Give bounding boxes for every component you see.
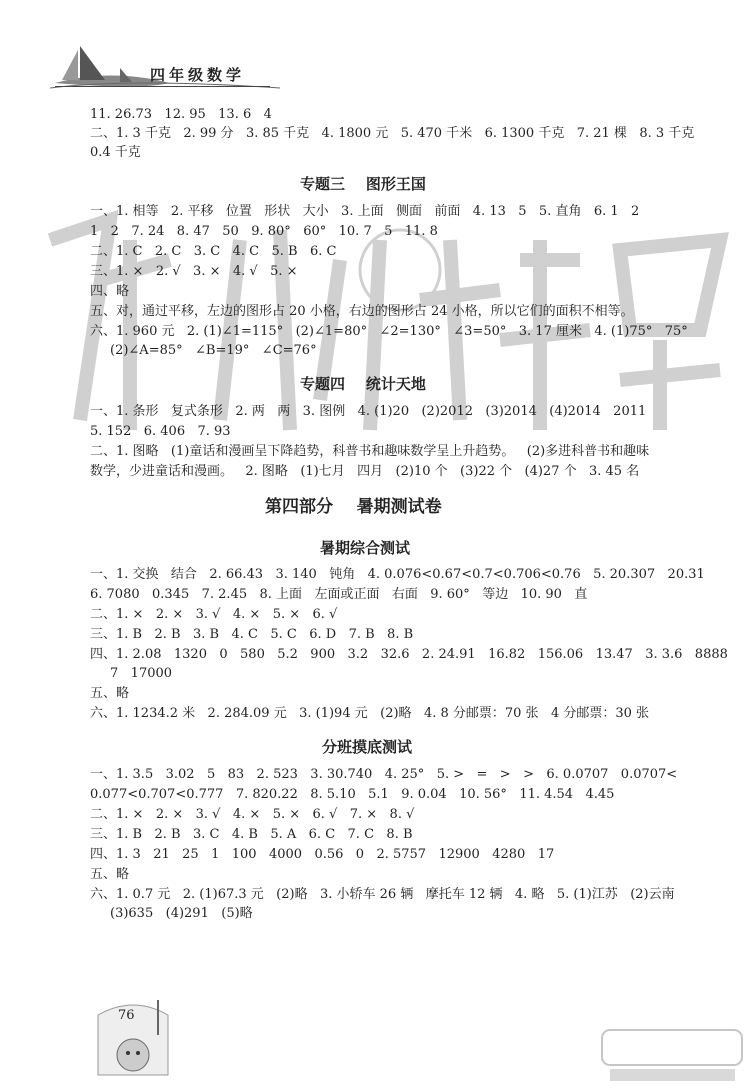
answer-line: 四、1. 2.08 1320 0 580 5.2 900 3.2 32.6 2. 24.91 16.82 156.06 13.47 3. 3.6 8888 [90,647,728,662]
answer-line: 11. 26.73 12. 95 13. 6 4 [90,107,272,122]
header-divider [55,86,270,87]
answer-line: 1 2 7. 24 8. 47 50 9. 80° 60° 10. 7 5 11. 8 [90,224,438,239]
answer-line: 0.4 千克 [90,145,141,160]
answer-line: 5. 152 6. 406 7. 93 [90,424,231,439]
answer-line: 一、1. 相等 2. 平移 位置 形状 大小 3. 上面 侧面 前面 4. 13 5 5. 直角 6. 1 2 [90,204,640,219]
answer-line: 一、1. 条形 复式条形 2. 两 两 3. 图例 4. (1)20 (2)2012 (3)2014 (4)2014 2011 [90,404,647,419]
answer-line: 三、1. B 2. B 3. C 4. B 5. A 6. C 7. C 8. B [90,827,413,842]
answer-line: 五、略 [90,686,130,701]
answer-line: 7 17000 [110,666,173,681]
answer-line: 二、1. 图略 (1)童话和漫画呈下降趋势，科普书和趣味数学呈上升趋势。 (2)多进科普书和趣味 [90,444,650,459]
answer-line: 6. 7080 0.345 7. 2.45 8. 上面 左面或正面 右面 9. 60° 等边 10. 90 直 [90,587,588,602]
answer-line: 二、1. × 2. × 3. √ 4. × 5. × 6. √ [90,607,338,622]
answer-line: 二、1. C 2. C 3. C 4. C 5. B 6. C [90,244,337,259]
answer-line: 二、1. 3 千克 2. 99 分 3. 85 千克 4. 1800 元 5. 470 千米 6. 1300 千克 7. 21 棵 8. 3 千克 [90,126,695,141]
answer-line: 二、1. × 2. × 3. √ 4. × 5. × 6. √ 7. × 8. √ [90,807,415,822]
answer-line: 三、1. B 2. B 3. B 4. C 5. C 6. D 7. B 8. B [90,627,414,642]
answer-line: 0.077<0.707<0.777 7. 820.22 8. 5.10 5.1 9. 0.04 10. 56° 11. 4.54 4.45 [90,787,615,802]
answer-line: 五、略 [90,867,130,882]
section-heading: 暑期综合测试 [320,539,411,557]
part-heading: 第四部分 暑期测试卷 [265,497,442,517]
answer-line: 三、1. × 2. √ 3. × 4. √ 5. × [90,264,298,279]
answer-line: 四、1. 3 21 25 1 100 4000 0.56 0 2. 5757 12900 4280 17 [90,847,555,862]
answer-line: 五、对，通过平移，左边的图形占 20 小格，右边的图形占 24 小格，所以它们的面积不相等。 [90,304,634,319]
answer-line: 六、1. 960 元 2. (1)∠1=115° (2)∠1=80° ∠2=130° ∠3=50° 3. 17 厘米 4. (1)75° 75° [90,324,688,339]
answer-line: 一、1. 3.5 3.02 5 83 2. 523 3. 30.740 4. 25° 5. > = > > 6. 0.0707 0.0707< [90,767,678,782]
section-heading: 分班摸底测试 [322,738,413,756]
section-heading: 专题三 图形王国 [300,175,426,193]
answer-line: (2)∠A=85° ∠B=19° ∠C=76° [110,343,317,358]
page-header-title: 四年级数学 [150,66,246,84]
section-heading: 专题四 统计天地 [300,375,426,393]
answer-line: 一、1. 交换 结合 2. 66.43 3. 140 钝角 4. 0.076<0.67<0.7<0.706<0.76 5. 20.307 20.31 [90,567,705,582]
answer-line: 六、1. 0.7 元 2. (1)67.3 元 (2)略 3. 小轿车 26 辆 摩托车 12 辆 4. 略 5. (1)江苏 (2)云南 [90,887,675,902]
site-logo-watermark [600,1025,745,1085]
answer-line: 数学，少进童话和漫画。 2. 图略 (1)七月 四月 (2)10 个 (3)22 个 (4)27 个 3. 45 名 [90,464,640,479]
answer-line: 四、略 [90,284,130,299]
page-number: 76 [118,1008,135,1023]
answer-line: (3)635 (4)291 (5)略 [110,906,253,921]
answer-line: 六、1. 1234.2 米 2. 284.09 元 3. (1)94 元 (2)略 4. 8 分邮票：70 张 4 分邮票：30 张 [90,706,650,721]
